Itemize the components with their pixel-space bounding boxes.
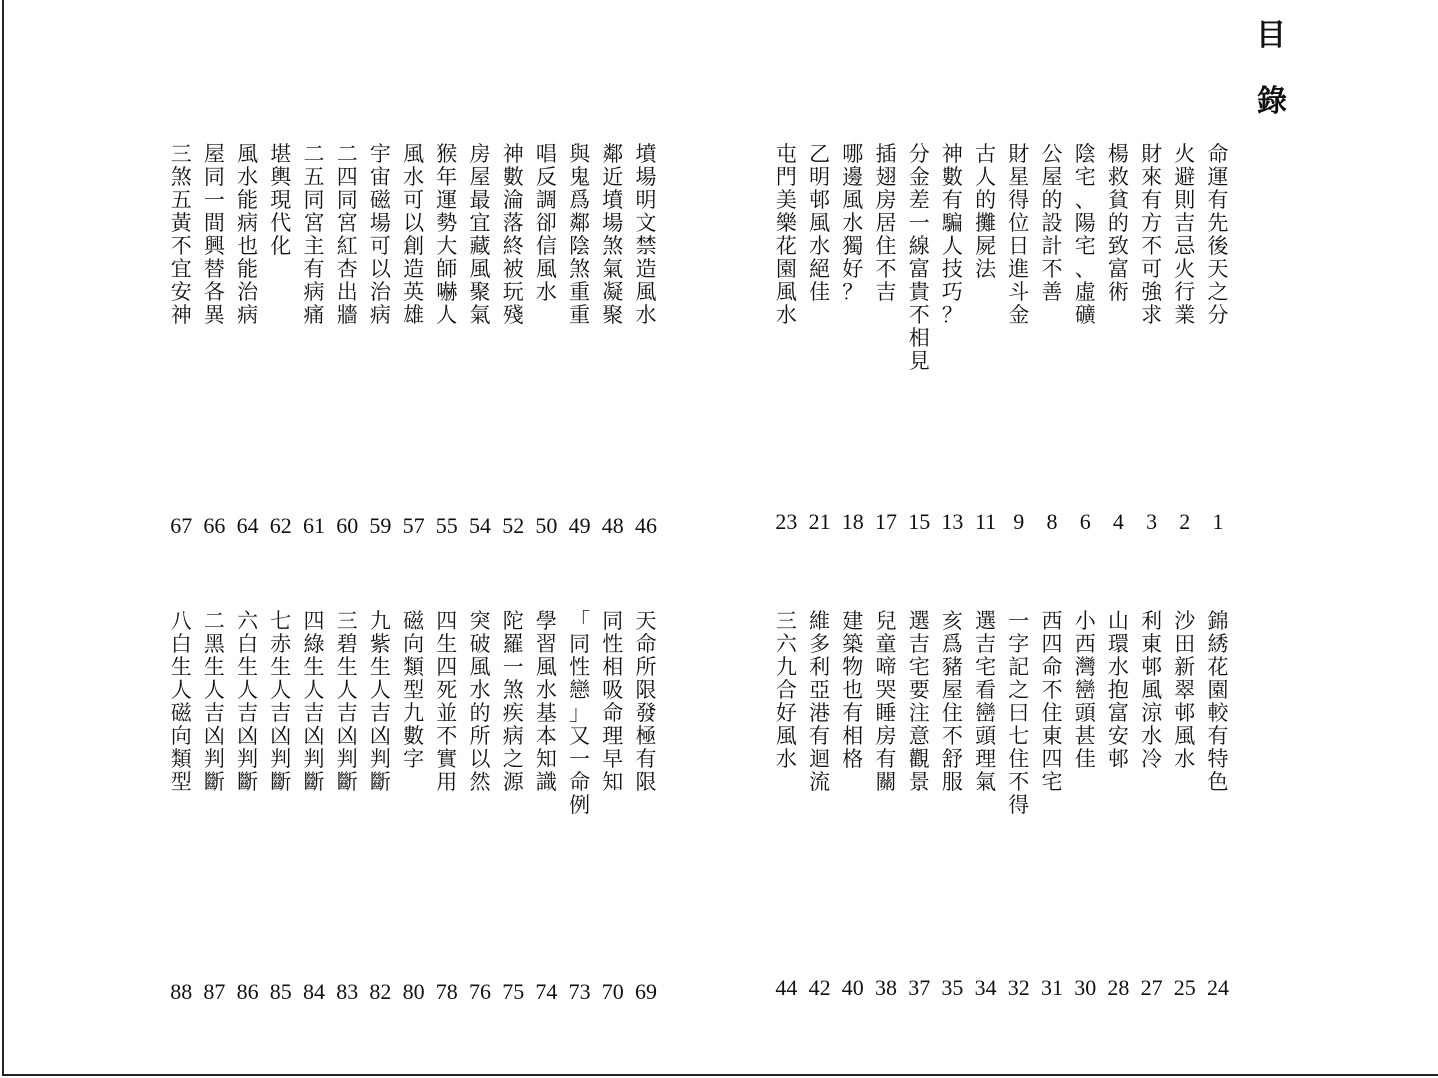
toc-entry-title: 錦綉花園較有特色 — [1207, 609, 1229, 794]
toc-entry-title: 山環水抱富安邨 — [1107, 609, 1129, 771]
toc-entry-title: 三碧生人吉凶判斷 — [336, 609, 358, 794]
toc-entry-page-number: 62 — [269, 513, 292, 538]
toc-entry-title: 火避則吉忌火行業 — [1174, 142, 1196, 327]
toc-entry-page-number: 44 — [775, 975, 798, 1000]
toc-entry-page-number: 84 — [303, 979, 325, 1004]
toc-entry-page-number: 76 — [469, 979, 491, 1004]
toc-entry-page-number: 82 — [369, 979, 392, 1004]
toc-entry-title: 屋同一間興替各異 — [203, 142, 225, 327]
heading-char-lu: 錄 — [1257, 84, 1287, 119]
toc-entry-title: 唱反調卻信風水 — [535, 142, 557, 304]
toc-entry-title: 命運有先後天之分 — [1207, 142, 1229, 327]
toc-entry-title: 突破風水的所以然 — [469, 609, 491, 794]
toc-entry-title: 二五同宮主有病痛 — [303, 142, 325, 327]
toc-entry-page-number: 69 — [635, 979, 657, 1004]
toc-entry-title: 神數淪落終被玩殘 — [502, 142, 524, 327]
toc-entry-title: 建築物也有相格 — [842, 609, 864, 771]
toc-entry-page-number: 60 — [336, 513, 359, 538]
toc-entry-title: 財星得位日進斗金 — [1008, 142, 1030, 327]
page-border-left — [2, 0, 4, 1076]
toc-entry-title: 小西灣巒頭甚佳 — [1074, 609, 1096, 771]
toc-entry-page-number: 27 — [1140, 975, 1163, 1000]
toc-entry-title: 與鬼爲鄰陰煞重重 — [569, 142, 591, 327]
page-border-bottom — [2, 1074, 1438, 1076]
toc-entry-title: 三六九合好風水 — [775, 609, 797, 771]
toc-entry-page-number: 64 — [236, 513, 259, 538]
toc-entry-page-number: 31 — [1041, 975, 1063, 1000]
toc-entry-page-number: 37 — [908, 975, 931, 1000]
toc-entry-page-number: 86 — [236, 979, 259, 1004]
toc-entry-page-number: 46 — [635, 513, 657, 538]
toc-entry-title: 插翅房居住不吉 — [875, 142, 897, 304]
toc-entry-page-number: 38 — [875, 975, 897, 1000]
toc-entry-page-number: 4 — [1112, 509, 1124, 534]
toc-entry-title: 七赤生人吉凶判斷 — [270, 609, 292, 794]
toc-entry-title: 猴年運勢大師嚇人 — [436, 142, 458, 327]
toc-entry-title: 財來有方不可強求 — [1141, 142, 1163, 327]
toc-entry-page-number: 13 — [941, 509, 964, 534]
toc-entry-page-number: 55 — [435, 513, 458, 538]
toc-entry-title: 利東邨風涼水冷 — [1141, 609, 1163, 771]
toc-entry-page-number: 11 — [975, 509, 997, 534]
toc-entry-title: 選吉宅看巒頭理氣 — [975, 609, 997, 794]
toc-entry-page-number: 87 — [203, 979, 226, 1004]
toc-entry-page-number: 59 — [369, 513, 392, 538]
toc-entry-title: 磁向類型九數字 — [403, 609, 425, 771]
toc-entry-page-number: 61 — [303, 513, 325, 538]
toc-entry-title: 八白生人磁向類型 — [170, 609, 192, 794]
toc-entry-title: 公屋的設計不善 — [1041, 142, 1063, 304]
toc-entry-page-number: 78 — [435, 979, 458, 1004]
toc-entry-page-number: 48 — [601, 513, 624, 538]
toc-entry-page-number: 24 — [1207, 975, 1229, 1000]
toc-entry-title: 沙田新翠邨風水 — [1174, 609, 1196, 771]
toc-entry-title: 宇宙磁場可以治病 — [369, 142, 391, 327]
toc-entry-title: 九紫生人吉凶判斷 — [369, 609, 391, 794]
toc-entry-page-number: 8 — [1046, 509, 1058, 534]
heading-char-mu: 目 — [1256, 18, 1286, 53]
toc-entry-page-number: 49 — [568, 513, 591, 538]
toc-entry-page-number: 57 — [402, 513, 425, 538]
toc-entry-title: 陰宅、陽宅、虛礦 — [1074, 142, 1096, 327]
toc-entry-page-number: 34 — [974, 975, 997, 1000]
toc-entry-page-number: 23 — [775, 509, 798, 534]
toc-entry-page-number: 73 — [568, 979, 591, 1004]
toc-entry-page-number: 80 — [402, 979, 425, 1004]
toc-entry-title: 神數有騙人技巧？ — [941, 142, 963, 327]
toc-entry-page-number: 42 — [808, 975, 831, 1000]
toc-entry-title: 維多利亞港有迴流 — [809, 609, 831, 794]
toc-entry-title: 選吉宅要注意觀景 — [908, 609, 930, 794]
toc-entry-page-number: 9 — [1013, 509, 1025, 534]
toc-entry-page-number: 6 — [1079, 509, 1091, 534]
toc-entry-title: 風水可以創造英雄 — [403, 142, 425, 327]
toc-entry-title: 鄰近墳場煞氣凝聚 — [602, 142, 624, 327]
toc-entry-title: 天命所限發極有限 — [635, 609, 657, 794]
toc-entry-page-number: 32 — [1007, 975, 1030, 1000]
toc-entry-title: 分金差一線富貴不相見 — [908, 142, 930, 373]
toc-entry-page-number: 1 — [1212, 509, 1224, 534]
toc-entry-page-number: 85 — [269, 979, 292, 1004]
toc-entry-page-number: 28 — [1107, 975, 1130, 1000]
toc-entry-page-number: 67 — [170, 513, 193, 538]
toc-entry-title: 西四命不住東四宅 — [1041, 609, 1063, 794]
toc-entry-title: 哪邊風水獨好？ — [842, 142, 864, 304]
toc-entry-page-number: 25 — [1173, 975, 1196, 1000]
toc-entry-page-number: 52 — [502, 513, 525, 538]
toc-entry-page-number: 30 — [1074, 975, 1097, 1000]
toc-entry-title: 兒童啼哭睡房有關 — [875, 609, 897, 794]
toc-entry-title: 乙明邨風水絕佳 — [809, 142, 831, 304]
toc-entry-page-number: 66 — [203, 513, 226, 538]
toc-entry-title: 陀羅一煞疾病之源 — [502, 609, 524, 794]
toc-entry-page-number: 18 — [841, 509, 864, 534]
toc-entry-title: 屯門美樂花園風水 — [775, 142, 797, 327]
toc-entry-title: 三煞五黃不宜安神 — [170, 142, 192, 327]
toc-entry-page-number: 83 — [336, 979, 359, 1004]
toc-entry-title: 六白生人吉凶判斷 — [237, 609, 259, 794]
toc-entry-title: 同性相吸命理早知 — [602, 609, 624, 794]
toc-entry-title: 四綠生人吉凶判斷 — [303, 609, 325, 794]
toc-entry-page-number: 54 — [469, 513, 491, 538]
toc-entry-page-number: 88 — [170, 979, 193, 1004]
toc-entry-page-number: 15 — [908, 509, 931, 534]
toc-entry-page-number: 35 — [941, 975, 964, 1000]
toc-entry-title: 一字記之曰七住不得 — [1008, 609, 1030, 817]
toc-entry-title: 「同性戀」又一命例 — [569, 609, 591, 817]
toc-entry-title: 堪輿現代化 — [270, 142, 292, 258]
toc-entry-title: 楊救貧的致富術 — [1107, 142, 1129, 304]
toc-entry-title: 風水能病也能治病 — [237, 142, 259, 327]
toc-entry-title: 房屋最宜藏風聚氣 — [469, 142, 491, 327]
toc-entry-page-number: 50 — [535, 513, 558, 538]
toc-entry-title: 古人的攤屍法 — [975, 142, 997, 281]
toc-entry-page-number: 70 — [601, 979, 624, 1004]
toc-entry-page-number: 75 — [502, 979, 525, 1004]
toc-entry-title: 亥爲豬屋住不舒服 — [941, 609, 963, 794]
toc-entry-title: 四生四死並不實用 — [436, 609, 458, 794]
toc-entry-page-number: 17 — [875, 509, 897, 534]
toc-entry-page-number: 21 — [808, 509, 831, 534]
toc-entry-page-number: 40 — [841, 975, 864, 1000]
toc-entry-page-number: 3 — [1146, 509, 1158, 534]
toc-entry-page-number: 74 — [535, 979, 558, 1004]
toc-entry-title: 二黑生人吉凶判斷 — [203, 609, 225, 794]
toc-entry-title: 學習風水基本知識 — [535, 609, 557, 794]
toc-entry-page-number: 2 — [1179, 509, 1191, 534]
toc-entry-title: 墳場明文禁造風水 — [635, 142, 657, 327]
toc-entry-title: 二四同宮紅杏出牆 — [336, 142, 358, 327]
